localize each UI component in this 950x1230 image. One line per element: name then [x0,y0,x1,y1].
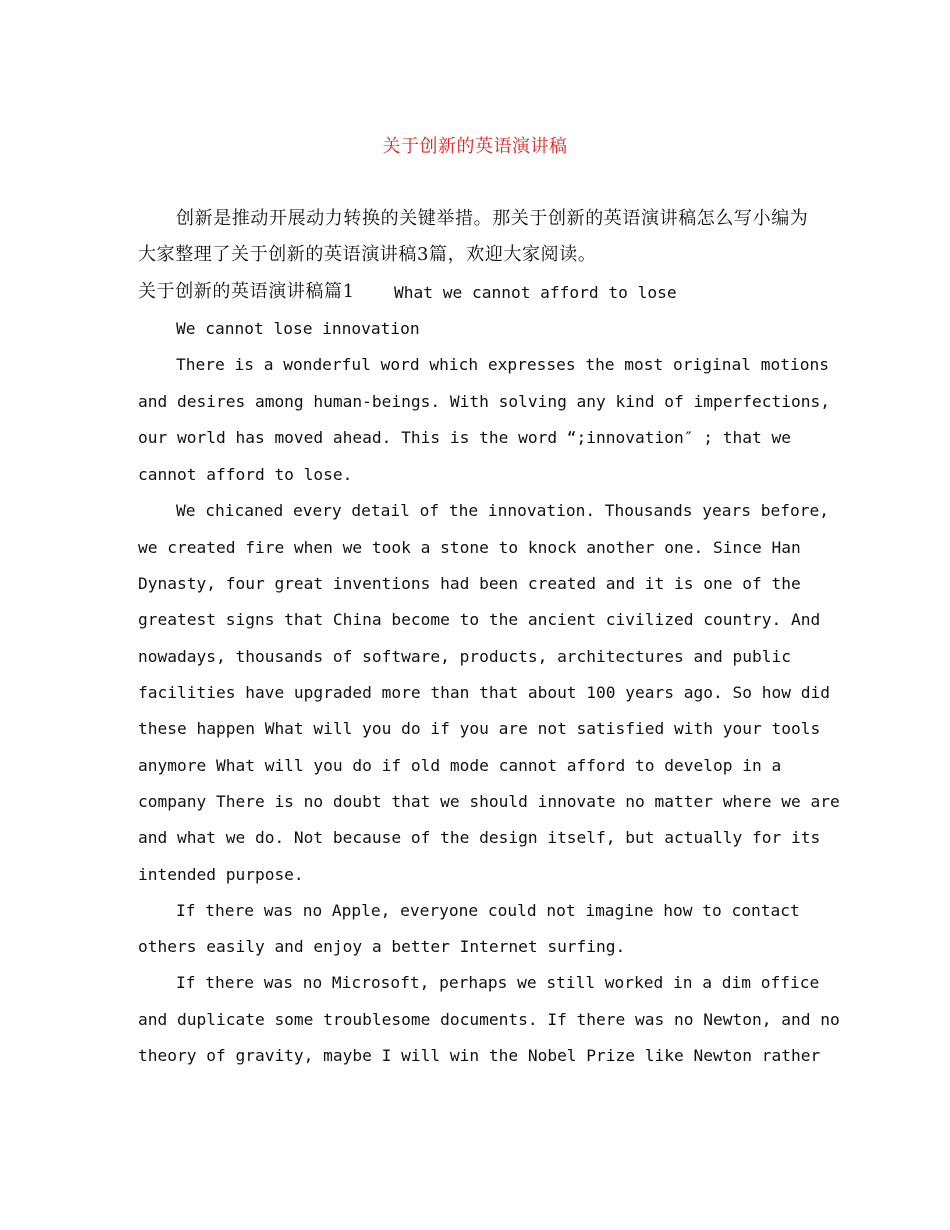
body-line: intended purpose. [138,865,304,884]
document-title: 关于创新的英语演讲稿 [382,136,568,157]
body-line: cannot afford to lose. [138,465,353,484]
body-line: Dynasty, four great inventions had been created and it is one of the [138,574,801,593]
body-line: nowadays, thousands of software, products, architectures and public [138,647,791,666]
intro-line: 创新是推动开展动力转换的关键举措。那关于创新的英语演讲稿怎么写小编为 [176,208,809,229]
body-line: our world has moved ahead. This is the word “;innovation″ ; that we [138,428,791,447]
body-line: and what we do. Not because of the design itself, but actually for its [138,828,821,847]
body-line: We chicaned every detail of the innovation. Thousands years before, [176,501,829,520]
body-line: We cannot lose innovation [176,319,420,338]
body-line: and duplicate some troublesome documents. If there was no Newton, and no [138,1010,840,1029]
section-subtitle: What we cannot afford to lose [394,283,677,302]
intro-line: 大家整理了关于创新的英语演讲稿3篇，欢迎大家阅读。 [138,244,597,265]
body-line: facilities have upgraded more than that about 100 years ago. So how did [138,683,830,702]
body-line: greatest signs that China become to the ancient civilized country. And [138,610,821,629]
body-line: There is a wonderful word which expresses the most original motions [176,355,829,374]
body-line: If there was no Apple, everyone could not imagine how to contact [176,901,800,920]
body-line: theory of gravity, maybe I will win the Nobel Prize like Newton rather [138,1046,821,1065]
body-line: anymore What will you do if old mode cannot afford to develop in a [138,756,782,775]
section-heading: 关于创新的英语演讲稿篇1 [138,281,355,302]
body-line: company There is no doubt that we should innovate no matter where we are [138,792,840,811]
body-line: others easily and enjoy a better Internet surfing. [138,937,626,956]
body-line: these happen What will you do if you are not satisfied with your tools [138,719,821,738]
body-line: If there was no Microsoft, perhaps we still worked in a dim office [176,973,820,992]
body-line: and desires among human-beings. With solving any kind of imperfections, [138,392,830,411]
body-line: we created fire when we took a stone to knock another one. Since Han [138,538,801,557]
